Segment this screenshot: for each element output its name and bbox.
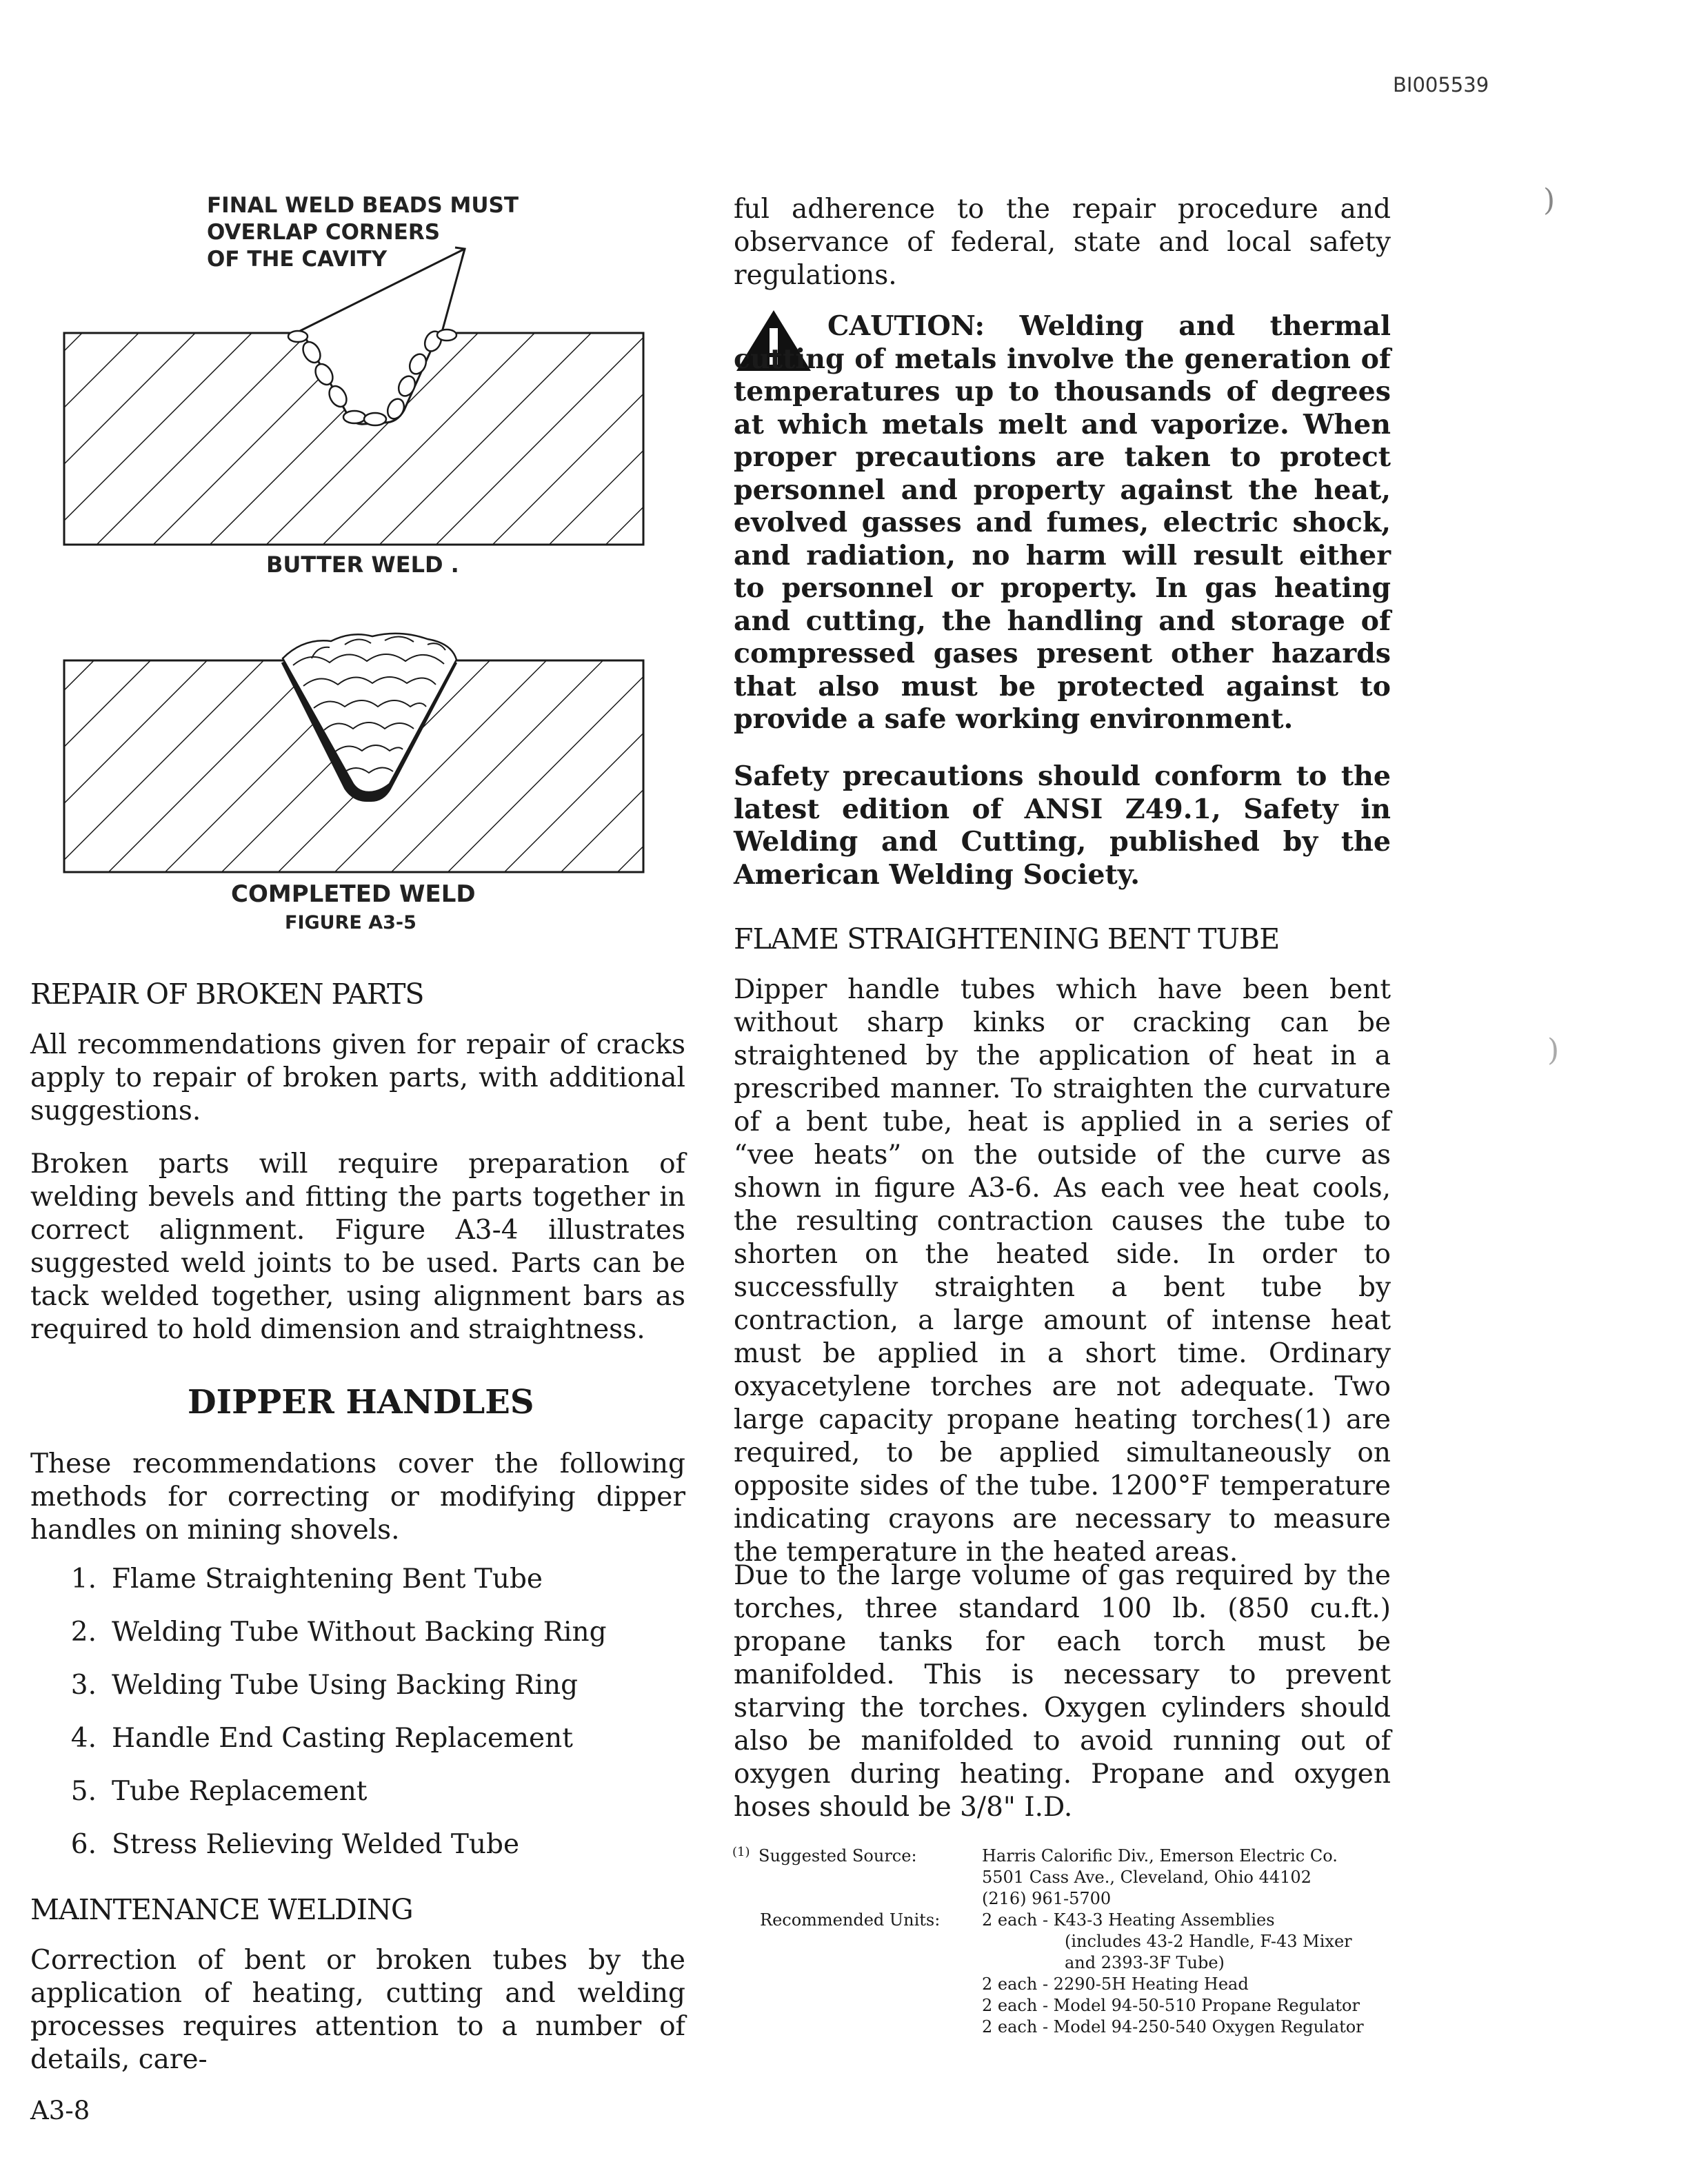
list-label: Handle End Casting Replacement xyxy=(112,1723,573,1754)
unit-line: 2 each - Model 94-250-540 Oxygen Regulator xyxy=(982,2017,1364,2036)
butter-weld-block xyxy=(64,329,643,545)
flame-straightening-heading: FLAME STRAIGHTENING BENT TUBE xyxy=(734,922,1280,956)
callout-label-line2: OVERLAP CORNERS xyxy=(207,220,441,245)
completed-weld-block xyxy=(64,634,643,872)
footnote-source xyxy=(982,1846,1338,1910)
list-item xyxy=(30,1564,543,1595)
repair-paragraph-2: Broken parts will require preparation of welding bevels and fitting the parts together in correct alignment. Figure A3-4 illustrates suggested weld joints to be used. Parts can be tack welded together, using alignment bars as required to hold dimension and straightness. xyxy=(30,1149,685,1345)
list-number: 6. xyxy=(70,1829,97,1860)
list-number: 4. xyxy=(70,1723,97,1754)
unit-line: and 2393-3F Tube) xyxy=(1065,1953,1225,1972)
list-item xyxy=(30,1776,367,1807)
footnote xyxy=(732,1846,1401,2045)
maintenance-heading: MAINTENANCE WELDING xyxy=(30,1893,413,1926)
list-label: Stress Relieving Welded Tube xyxy=(112,1829,520,1860)
footnote-marker: (1) xyxy=(732,1845,750,1859)
butter-weld-caption: BUTTER WELD . xyxy=(266,552,459,578)
continuation-paragraph: ful adherence to the repair procedure and observance of federal, state and local safety regulations. xyxy=(734,194,1391,291)
footnote-units-label: Recommended Units: xyxy=(760,1910,941,1930)
completed-weld-caption: COMPLETED WELD xyxy=(231,880,476,908)
unit-line: 2 each - K43-3 Heating Assemblies xyxy=(982,1910,1275,1930)
caution-paragraph: CAUTION: Welding and thermal cutting of metals involve the generation of temperatures up to thousands of degrees at which metals melt and vaporize. When proper precautions are taken to protect personnel and property against the heat, evolved gasses and fumes, electric shock, and radiation, no harm will result either to personnel or property. In gas heating and cutting, the handling and storage of compressed gases present other hazards that also must be protected against to provide a safe working environment. xyxy=(734,310,1391,735)
maintenance-paragraph: Correction of bent or broken tubes by the application of heating, cutting and welding processes requires attention to a number of details, care- xyxy=(30,1945,685,2075)
dipper-handles-title: DIPPER HANDLES xyxy=(188,1383,534,1422)
list-number: 2. xyxy=(70,1617,97,1648)
callout-label-line1: FINAL WELD BEADS MUST xyxy=(207,193,519,218)
safety-paragraph: Safety precautions should conform to the latest edition of ANSI Z49.1, Safety in Welding and Cutting, published by the American Welding Society. xyxy=(734,760,1391,891)
unit-line: 2 each - Model 94-50-510 Propane Regulator xyxy=(982,1996,1360,2015)
unit-line: (includes 43-2 Handle, F-43 Mixer xyxy=(1065,1932,1352,1951)
list-number: 5. xyxy=(70,1776,97,1807)
dipper-intro: These recommendations cover the following methods for correcting or modifying dipper handles on mining shovels. xyxy=(30,1448,685,1546)
footnote-source-label: Suggested Source: xyxy=(758,1846,917,1866)
flame-paragraph-1: Dipper handle tubes which have been bent without sharp kinks or cracking can be straightened by the application of heat in a prescribed manner. To straighten the curvature of a bent tube, heat is applied in a series of “vee heats” on the outside of the curve as shown in figure A3-6. As each vee heat cools, the resulting contraction causes the tube to shorten on the heated side. In order to successfully straighten a bent tube by contraction, a large amount of intense heat must be applied in a short time. Ordinary oxyacetylene torches are not adequate. Two large capacity propane heating torches(1) are required, to be applied simultaneously on opposite sides of the tube. 1200°F temperature indicating crayons are necessary to measure the temperature in the heated areas. xyxy=(734,974,1391,1568)
list-item xyxy=(30,1670,578,1701)
source-line: 5501 Cass Ave., Cleveland, Ohio 44102 xyxy=(982,1868,1312,1887)
figure-a3-5 xyxy=(55,190,662,941)
list-number: 1. xyxy=(70,1564,97,1595)
callout-label-line3: OF THE CAVITY xyxy=(207,247,388,272)
list-item xyxy=(30,1723,573,1754)
figure-id: FIGURE A3-5 xyxy=(285,912,416,933)
source-line: Harris Calorific Div., Emerson Electric Co. xyxy=(982,1846,1338,1866)
repair-heading: REPAIR OF BROKEN PARTS xyxy=(30,978,424,1011)
list-label: Flame Straightening Bent Tube xyxy=(112,1564,543,1595)
list-label: Welding Tube Without Backing Ring xyxy=(112,1617,607,1648)
scan-mark: ) xyxy=(1543,183,1556,218)
footnote-units xyxy=(982,1910,1364,2038)
page-number: A3-8 xyxy=(30,2096,90,2125)
list-label: Tube Replacement xyxy=(112,1776,368,1807)
document-id: BI005539 xyxy=(1393,73,1489,97)
weld-diagram xyxy=(55,190,662,941)
scan-mark: ) xyxy=(1547,1033,1560,1068)
list-label: Welding Tube Using Backing Ring xyxy=(112,1670,579,1701)
source-line: (216) 961-5700 xyxy=(982,1889,1112,1908)
list-number: 3. xyxy=(70,1670,97,1701)
methods-list xyxy=(30,1564,685,1874)
flame-paragraph-2: Due to the large volume of gas required by the torches, three standard 100 lb. (850 cu.ft.) propane tanks for each torch must be manifolded. This is necessary to prevent starving the torches. Oxygen cylinders should also be manifolded to avoid running out of oxygen during heating. Propane and oxygen hoses should be 3/8" I.D. xyxy=(734,1560,1391,1823)
list-item xyxy=(30,1617,607,1648)
repair-paragraph-1: All recommendations given for repair of cracks apply to repair of broken parts, with additional suggestions. xyxy=(30,1029,685,1126)
unit-line: 2 each - 2290-5H Heating Head xyxy=(982,1974,1249,1994)
list-item xyxy=(30,1829,519,1860)
